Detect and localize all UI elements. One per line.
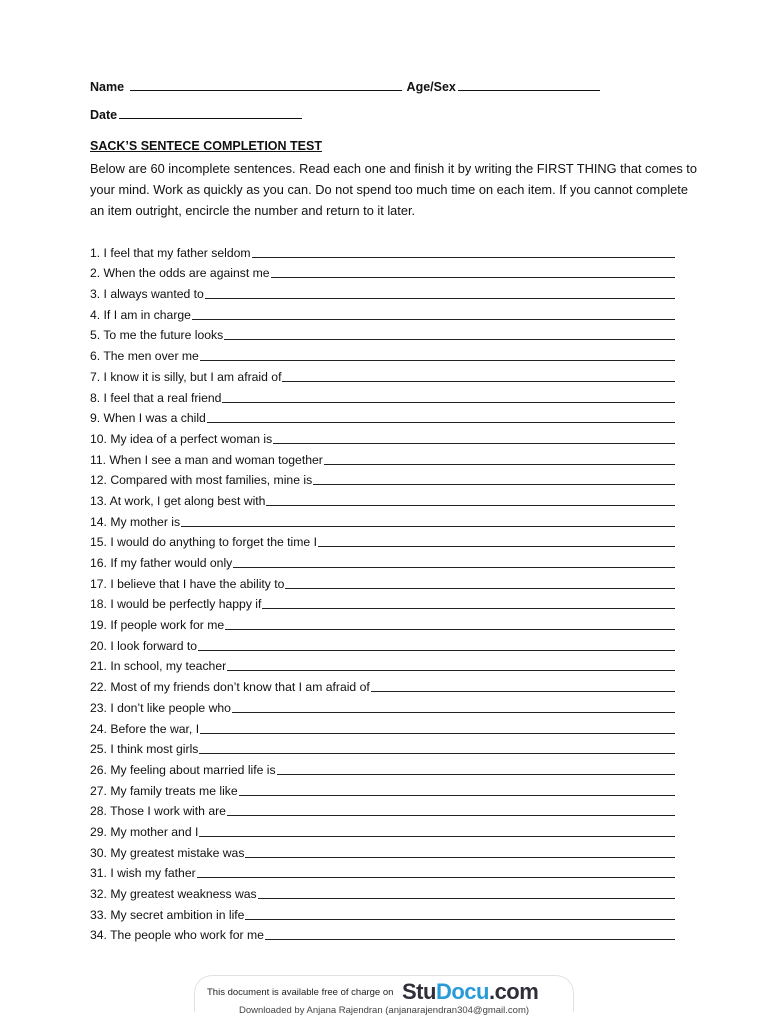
sentence-item	[90, 758, 675, 779]
answer-blank-line[interactable]	[282, 380, 675, 382]
sentence-prompt: 9. When I was a child	[90, 411, 206, 426]
sentence-item	[90, 675, 675, 696]
sentence-prompt: 22. Most of my friends don’t know that I am afraid of	[90, 680, 370, 695]
answer-blank-line[interactable]	[273, 442, 675, 444]
sentence-item	[90, 241, 675, 262]
sentence-prompt: 32. My greatest weakness was	[90, 887, 257, 901]
answer-blank-line[interactable]	[192, 318, 675, 320]
name-blank	[130, 78, 402, 91]
sentence-prompt: 6. The men over me	[90, 349, 199, 364]
sentence-item	[90, 344, 675, 365]
sentence-prompt: 3. I always wanted to	[90, 287, 204, 302]
name-label: Name	[90, 80, 125, 94]
answer-blank-line[interactable]	[225, 628, 675, 630]
answer-blank-line[interactable]	[313, 483, 675, 485]
sentence-prompt: 31. I wish my father	[90, 866, 196, 881]
answer-blank-line[interactable]	[222, 401, 675, 403]
sentence-prompt: 26. My feeling about married life is	[90, 762, 276, 777]
answer-blank-line[interactable]	[198, 649, 675, 651]
sentence-item	[90, 262, 675, 283]
sentence-item	[90, 841, 675, 862]
sentence-prompt: 10. My idea of a perfect woman is	[90, 431, 273, 446]
sentence-prompt: 30. My greatest mistake was	[90, 845, 245, 860]
sentence-item	[90, 386, 675, 407]
answer-blank-line[interactable]	[324, 463, 675, 465]
sentence-prompt: 7. I know it is silly, but I am afraid of	[90, 369, 282, 384]
answer-blank-line[interactable]	[207, 421, 675, 423]
sentence-item	[90, 655, 675, 676]
sentence-items-list	[90, 241, 675, 944]
sentence-prompt: 27. My family treats me like	[90, 783, 238, 798]
name-age-row	[90, 78, 602, 94]
answer-blank-line[interactable]	[271, 276, 675, 278]
answer-blank-line[interactable]	[371, 690, 675, 692]
sentence-item	[90, 593, 675, 614]
sentence-item	[90, 469, 675, 490]
age-sex-label: Age/Sex	[406, 80, 456, 94]
sentence-prompt: 21. In school, my teacher	[90, 659, 227, 674]
sentence-prompt: 2. When the odds are against me	[90, 266, 270, 281]
sentence-item	[90, 696, 675, 717]
answer-blank-line[interactable]	[252, 256, 675, 258]
logo-com: .com	[488, 979, 539, 1004]
sentence-item	[90, 324, 675, 345]
answer-blank-line[interactable]	[224, 338, 675, 340]
sentence-item	[90, 551, 675, 572]
test-title: SACK’S SENTECE COMPLETION TEST	[90, 139, 322, 153]
sentence-prompt: 4. If I am in charge	[90, 307, 191, 322]
answer-blank-line[interactable]	[232, 711, 675, 713]
answer-blank-line[interactable]	[233, 566, 675, 568]
sentence-prompt: 14. My mother is	[90, 514, 181, 529]
answer-blank-line[interactable]	[277, 773, 675, 775]
sentence-prompt: 18. I would be perfectly happy if	[90, 597, 262, 612]
sentence-item	[90, 407, 675, 428]
studocu-logo	[402, 979, 538, 1005]
downloaded-by-text: Downloaded by Anjana Rajendran (anjanarajendran304@gmail.com)	[238, 1005, 530, 1016]
sentence-prompt: 8. I feel that a real friend	[90, 390, 222, 405]
sentence-item	[90, 820, 675, 841]
sentence-prompt: 24. Before the war, I	[90, 721, 200, 736]
answer-blank-line[interactable]	[205, 297, 675, 299]
answer-blank-line[interactable]	[227, 669, 675, 671]
sentence-prompt: 5. To me the future looks	[90, 328, 224, 343]
sentence-item	[90, 738, 675, 759]
answer-blank-line[interactable]	[245, 856, 675, 858]
logo-stu: Stu	[402, 979, 436, 1004]
sentence-item	[90, 365, 675, 386]
sentence-item	[90, 903, 675, 924]
sentence-item	[90, 800, 675, 821]
answer-blank-line[interactable]	[258, 897, 675, 899]
sentence-prompt: 25. I think most girls	[90, 742, 199, 757]
sentence-prompt: 29. My mother and I	[90, 824, 199, 839]
answer-blank-line[interactable]	[239, 794, 675, 796]
sentence-prompt: 28. Those I work with are	[90, 804, 226, 819]
sentence-item	[90, 613, 675, 634]
sentence-item	[90, 303, 675, 324]
sentence-prompt: 1. I feel that my father seldom	[90, 245, 251, 260]
sentence-item	[90, 634, 675, 655]
answer-blank-line[interactable]	[199, 752, 675, 754]
instructions-paragraph: Below are 60 incomplete sentences. Read each one and finish it by writing the FIRST THING that comes to your mind. Work as quickly as you can. Do not spend too much time on each item. If you cannot complete an item outright, encircle the number and return to it later.	[90, 161, 697, 218]
sentence-item	[90, 489, 675, 510]
answer-blank-line[interactable]	[200, 359, 675, 361]
sentence-prompt: 17. I believe that I have the ability to	[90, 576, 285, 591]
age-sex-blank	[458, 78, 600, 91]
sentence-prompt: 15. I would do anything to forget the time I	[90, 535, 317, 550]
sentence-item	[90, 531, 675, 552]
sentence-prompt: 20. I look forward to	[90, 638, 198, 653]
sentence-item	[90, 882, 675, 903]
sentence-item	[90, 448, 675, 469]
sentence-prompt: 13. At work, I get along best with	[90, 493, 266, 508]
sentence-prompt: 11. When I see a man and woman together	[90, 452, 323, 467]
answer-blank-line[interactable]	[318, 545, 675, 547]
sentence-item	[90, 510, 675, 531]
sentence-item	[90, 427, 675, 448]
date-blank	[119, 106, 302, 119]
date-row	[90, 106, 304, 122]
sentence-item	[90, 779, 675, 800]
answer-blank-line[interactable]	[245, 918, 675, 920]
logo-docu: Docu	[435, 979, 489, 1004]
date-label: Date	[90, 108, 118, 122]
sentence-prompt: 19. If people work for me	[90, 618, 225, 633]
answer-blank-line[interactable]	[199, 835, 675, 837]
answer-blank-line[interactable]	[227, 814, 675, 816]
answer-blank-line[interactable]	[262, 607, 675, 609]
sentence-item	[90, 572, 675, 593]
sentence-prompt: 12. Compared with most families, mine is	[90, 473, 313, 488]
sentence-prompt: 33. My secret ambition in life	[90, 907, 245, 922]
sentence-prompt: 23. I don’t like people who	[90, 700, 231, 715]
sentence-prompt: 16. If my father would only	[90, 556, 233, 570]
answer-blank-line[interactable]	[285, 587, 675, 589]
answer-blank-line[interactable]	[197, 876, 675, 878]
available-text: This document is available free of charge on	[207, 987, 394, 998]
answer-blank-line[interactable]	[200, 732, 675, 734]
answer-blank-line[interactable]	[181, 525, 675, 527]
answer-blank-line[interactable]	[266, 504, 675, 506]
sentence-item	[90, 717, 675, 738]
sentence-item	[90, 862, 675, 883]
answer-blank-line[interactable]	[265, 938, 675, 940]
sentence-item	[90, 282, 675, 303]
sentence-item	[90, 924, 675, 945]
sentence-prompt: 34. The people who work for me	[90, 928, 264, 943]
